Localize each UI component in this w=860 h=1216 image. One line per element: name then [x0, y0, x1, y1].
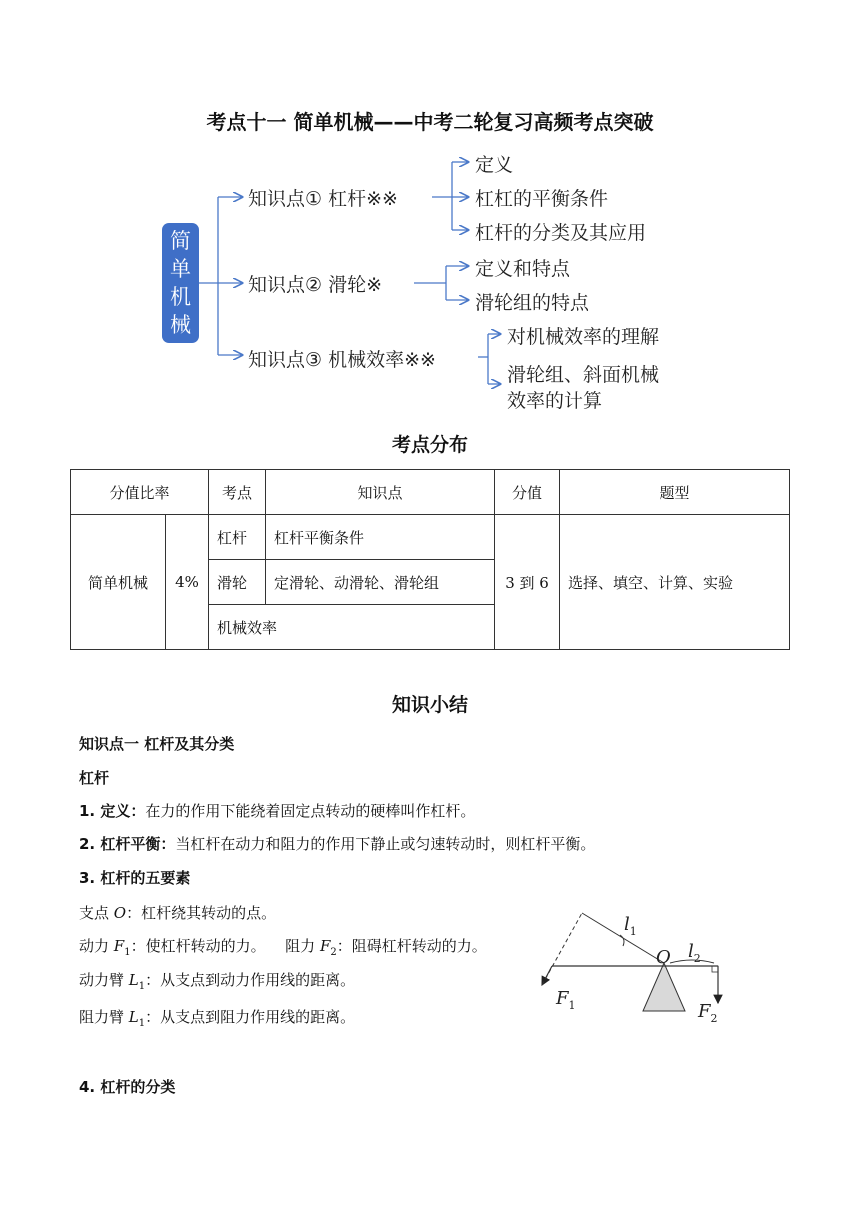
- item-definition: [79, 800, 475, 821]
- header-type: 题型: [560, 470, 790, 515]
- symbol-sub: 1: [138, 1018, 146, 1029]
- header-point: 考点: [209, 470, 266, 515]
- branch-lever: 知识点① 杠杆※※: [248, 188, 398, 210]
- score-cell: 3 到 6: [495, 515, 560, 650]
- symbol: L: [128, 971, 139, 989]
- item-five-elements: 3. 杠杆的五要素: [79, 869, 191, 887]
- center-char: 机: [170, 285, 191, 309]
- header-score: 分值: [495, 470, 560, 515]
- leaf-efficiency-understanding: 对机械效率的理解: [507, 326, 660, 348]
- symbol: L: [128, 1008, 139, 1026]
- distribution-table: [70, 469, 790, 650]
- branch-pulley: 知识点② 滑轮※: [248, 274, 382, 296]
- term-desc: ：杠杆绕其转动的点。: [126, 904, 277, 922]
- header-knowledge: 知识点: [266, 470, 495, 515]
- center-char: 单: [170, 257, 191, 281]
- term-desc: ：使杠杆转动的力。: [130, 937, 266, 955]
- label-f2: $F_2$: [698, 1001, 718, 1025]
- symbol: F: [319, 937, 331, 955]
- term-desc: ：阻碍杠杆转动的力。: [336, 937, 487, 955]
- lever-diagram: [530, 905, 760, 1030]
- leaf-classification: 杠杆的分类及其应用: [475, 222, 647, 244]
- right-angle-mark: [712, 966, 718, 972]
- label-l2: $l_2$: [688, 941, 701, 965]
- leaf-definition: 定义: [475, 154, 514, 176]
- header-ratio: 分值比率: [71, 470, 209, 515]
- item-label: 2. 杠杆平衡：: [79, 835, 176, 853]
- fulcrum-line: [79, 902, 276, 923]
- subject-cell: 简单机械: [71, 515, 166, 650]
- point-cell: 杠杆: [209, 515, 266, 560]
- symbol: O: [113, 904, 127, 922]
- effort-arm-line: [79, 969, 355, 992]
- leaf-balance: 杠杠的平衡条件: [475, 188, 609, 210]
- fulcrum-triangle: [643, 963, 685, 1011]
- term: 阻力: [285, 937, 320, 955]
- distribution-heading: 考点分布: [391, 434, 468, 456]
- term: 动力臂: [79, 971, 129, 989]
- point-cell: 机械效率: [209, 605, 495, 650]
- subsection-heading: 杠杆: [79, 769, 110, 787]
- summary-heading: 知识小结: [391, 694, 468, 716]
- term: 动力: [79, 937, 114, 955]
- term-desc: ：从支点到动力作用线的距离。: [145, 971, 356, 989]
- section-heading: 知识点一 杠杆及其分类: [79, 735, 235, 753]
- label-l1: $l_1$: [624, 914, 637, 938]
- effort-line: [79, 935, 487, 958]
- term: 阻力臂: [79, 1008, 129, 1026]
- ratio-cell: 4%: [166, 515, 209, 650]
- item-classification: 4. 杠杆的分类: [79, 1078, 176, 1096]
- resist-arm-line: [79, 1006, 355, 1029]
- item-text: 在力的作用下能绕着固定点转动的硬棒叫作杠杆。: [145, 802, 476, 820]
- leaf-pulley-group: 滑轮组的特点: [475, 292, 590, 314]
- branch-efficiency: 知识点③ 机械效率※※: [248, 349, 436, 371]
- term: 支点: [79, 904, 114, 922]
- item-text: 当杠杆在动力和阻力的作用下静止或匀速转动时，则杠杆平衡。: [175, 835, 596, 853]
- term-desc: ：从支点到阻力作用线的距离。: [145, 1008, 356, 1026]
- symbol-sub: 1: [138, 981, 146, 992]
- label-f1: $F_1$: [556, 988, 576, 1012]
- center-char: 械: [170, 313, 191, 337]
- leaf-efficiency-calc-2: 效率的计算: [507, 390, 603, 412]
- knowledge-cell: 杠杆平衡条件: [266, 515, 495, 560]
- leaf-efficiency-calc-1: 滑轮组、斜面机械: [507, 364, 660, 386]
- symbol: F: [113, 937, 125, 955]
- point-cell: 滑轮: [209, 560, 266, 605]
- leaf-pulley-def: 定义和特点: [475, 258, 571, 280]
- item-balance: [79, 833, 595, 854]
- symbol-sub: 1: [124, 947, 131, 958]
- symbol-sub: 2: [330, 947, 337, 958]
- label-o: O: [656, 947, 671, 968]
- document-title: 考点十一 简单机械——中考二轮复习高频考点突破: [206, 110, 654, 134]
- type-cell: 选择、填空、计算、实验: [560, 515, 790, 650]
- item-label: 1. 定义：: [79, 802, 146, 820]
- center-char: 简: [170, 229, 191, 253]
- knowledge-cell: 定滑轮、动滑轮、滑轮组: [266, 560, 495, 605]
